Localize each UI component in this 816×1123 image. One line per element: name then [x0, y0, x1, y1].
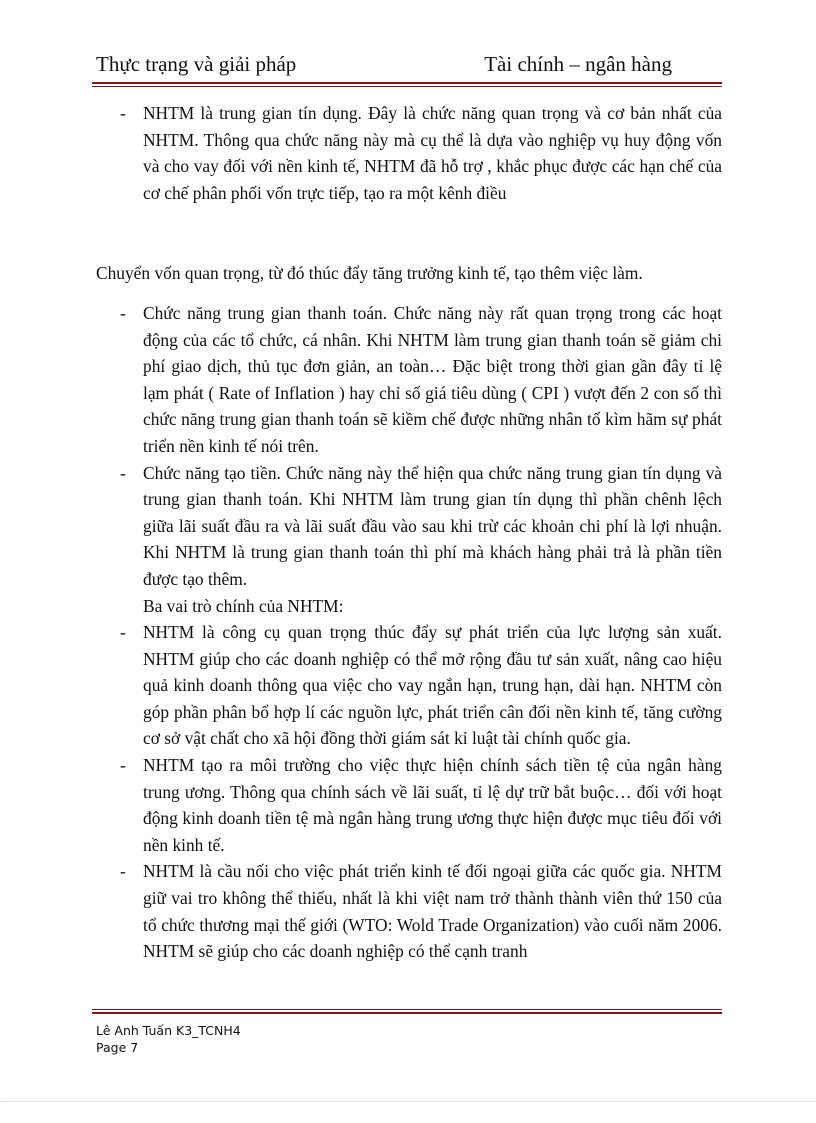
bullet-dash: -: [120, 755, 126, 776]
bullet-item: [96, 100, 722, 206]
page-number: Page 7: [96, 1040, 139, 1055]
page-boundary: [0, 1101, 816, 1102]
bullet-dash: -: [120, 622, 126, 643]
bullet-text: NHTM là công cụ quan trọng thúc đẩy sự phát triển của lực lượng sản xuất. NHTM giúp cho các doanh nghiệp có thể mở rộng đầu tư sản xuất, nâng cao hiệu quả kinh doanh thông qua việc cho vay ngắn hạn, trung hạn, dài hạn. NHTM còn góp phần phân bổ hợp lí các nguồn lực, phát triển cân đối nền kinh tế, tăng cường cơ sở vật chất cho xã hội đồng thời giám sát kỉ luật tài chính quốc gia.: [143, 622, 722, 749]
bullet-text: NHTM tạo ra môi trường cho việc thực hiện chính sách tiền tệ của ngân hàng trung ương. Thông qua chính sách về lãi suất, tỉ lệ dự trữ bắt buộc… đối với hoạt động kinh doanh tiền tệ mà ngân hàng trung ương thực hiện được mục tiêu đối với nền kinh tế.: [143, 755, 722, 855]
bullet-text: NHTM là cầu nối cho việc phát triển kinh tế đối ngoại giữa các quốc gia. NHTM giữ vai tro không thể thiếu, nhất là khi việt nam trở thành thành viên thứ 150 của tổ chức thương mại thế giới (WTO: Wold Trade Organization) vào cuối năm 2006. NHTM sẽ giúp cho các doanh nghiệp có thể cạnh tranh: [143, 861, 722, 962]
bullet-dash: -: [120, 302, 126, 323]
footer-rule-thin: [92, 1009, 722, 1010]
paragraph: Ba vai trò chính của NHTM:: [143, 595, 344, 616]
bullet-item: [96, 300, 722, 460]
footer-rule-thick: [92, 1012, 722, 1014]
bullet-item: [96, 619, 722, 752]
paragraph: Chuyển vốn quan trọng, từ đó thúc đẩy tăng trưởng kinh tế, tạo thêm việc làm.: [96, 263, 643, 284]
bullet-dash: -: [120, 861, 126, 882]
header-rule-thin: [92, 86, 722, 87]
header-rule-thick: [92, 82, 722, 84]
bullet-item: [96, 460, 722, 593]
bullet-dash: -: [120, 103, 126, 123]
document-body: [96, 100, 722, 965]
header-title-right: Tài chính – ngân hàng: [484, 52, 672, 76]
page-header: [96, 50, 720, 80]
bullet-item: [96, 752, 722, 858]
header-title-left: Thực trạng và giải pháp: [96, 52, 297, 76]
footer-author: Lê Anh Tuấn K3_TCNH4: [96, 1023, 241, 1038]
spacer: [96, 206, 722, 260]
bullet-text: Chức năng trung gian thanh toán. Chức năng này rất quan trọng trong các hoạt động của các tổ chức, cá nhân. Khi NHTM làm trung gian thanh toán sẽ giảm chi phí giao dịch, thủ tục đơn giản, an toàn… Đặc biệt trong thời gian gần đây tỉ lệ lạm phát ( Rate of Inflation ) hay chỉ số giá tiêu dùng ( CPI ) vượt đến 2 con số thì chức năng trung gian thanh toán sẽ kiềm chế được những nhân tố kìm hãm sự phát triển nền kinh tế nói trên.: [143, 302, 722, 456]
bullet-item: [96, 858, 722, 964]
bullet-dash: -: [120, 462, 126, 483]
page-footer: [96, 1022, 241, 1056]
spacer: [96, 287, 722, 300]
bullet-text: Chức năng tạo tiền. Chức năng này thể hiện qua chức năng trung gian tín dụng và trung gian thanh toán. Khi NHTM làm trung gian tín dụng thì phần chênh lệch giữa lãi suất đầu ra và lãi suất đầu vào sau khi trừ các khoản chi phí là lợi nhuận. Khi NHTM là trung gian thanh toán thì phí mà khách hàng phải trả là phần tiền được tạo thêm.: [143, 462, 722, 589]
bullet-text: NHTM là trung gian tín dụng. Đây là chức năng quan trọng và cơ bản nhất của NHTM. Thông qua chức năng này mà cụ thể là dựa vào nghiệp vụ huy động vốn và cho vay đối với nền kinh tế, NHTM đã hỗ trợ , khắc phục được các hạn chế của cơ chế phân phối vốn trực tiếp, tạo ra một kênh điều: [143, 103, 722, 203]
